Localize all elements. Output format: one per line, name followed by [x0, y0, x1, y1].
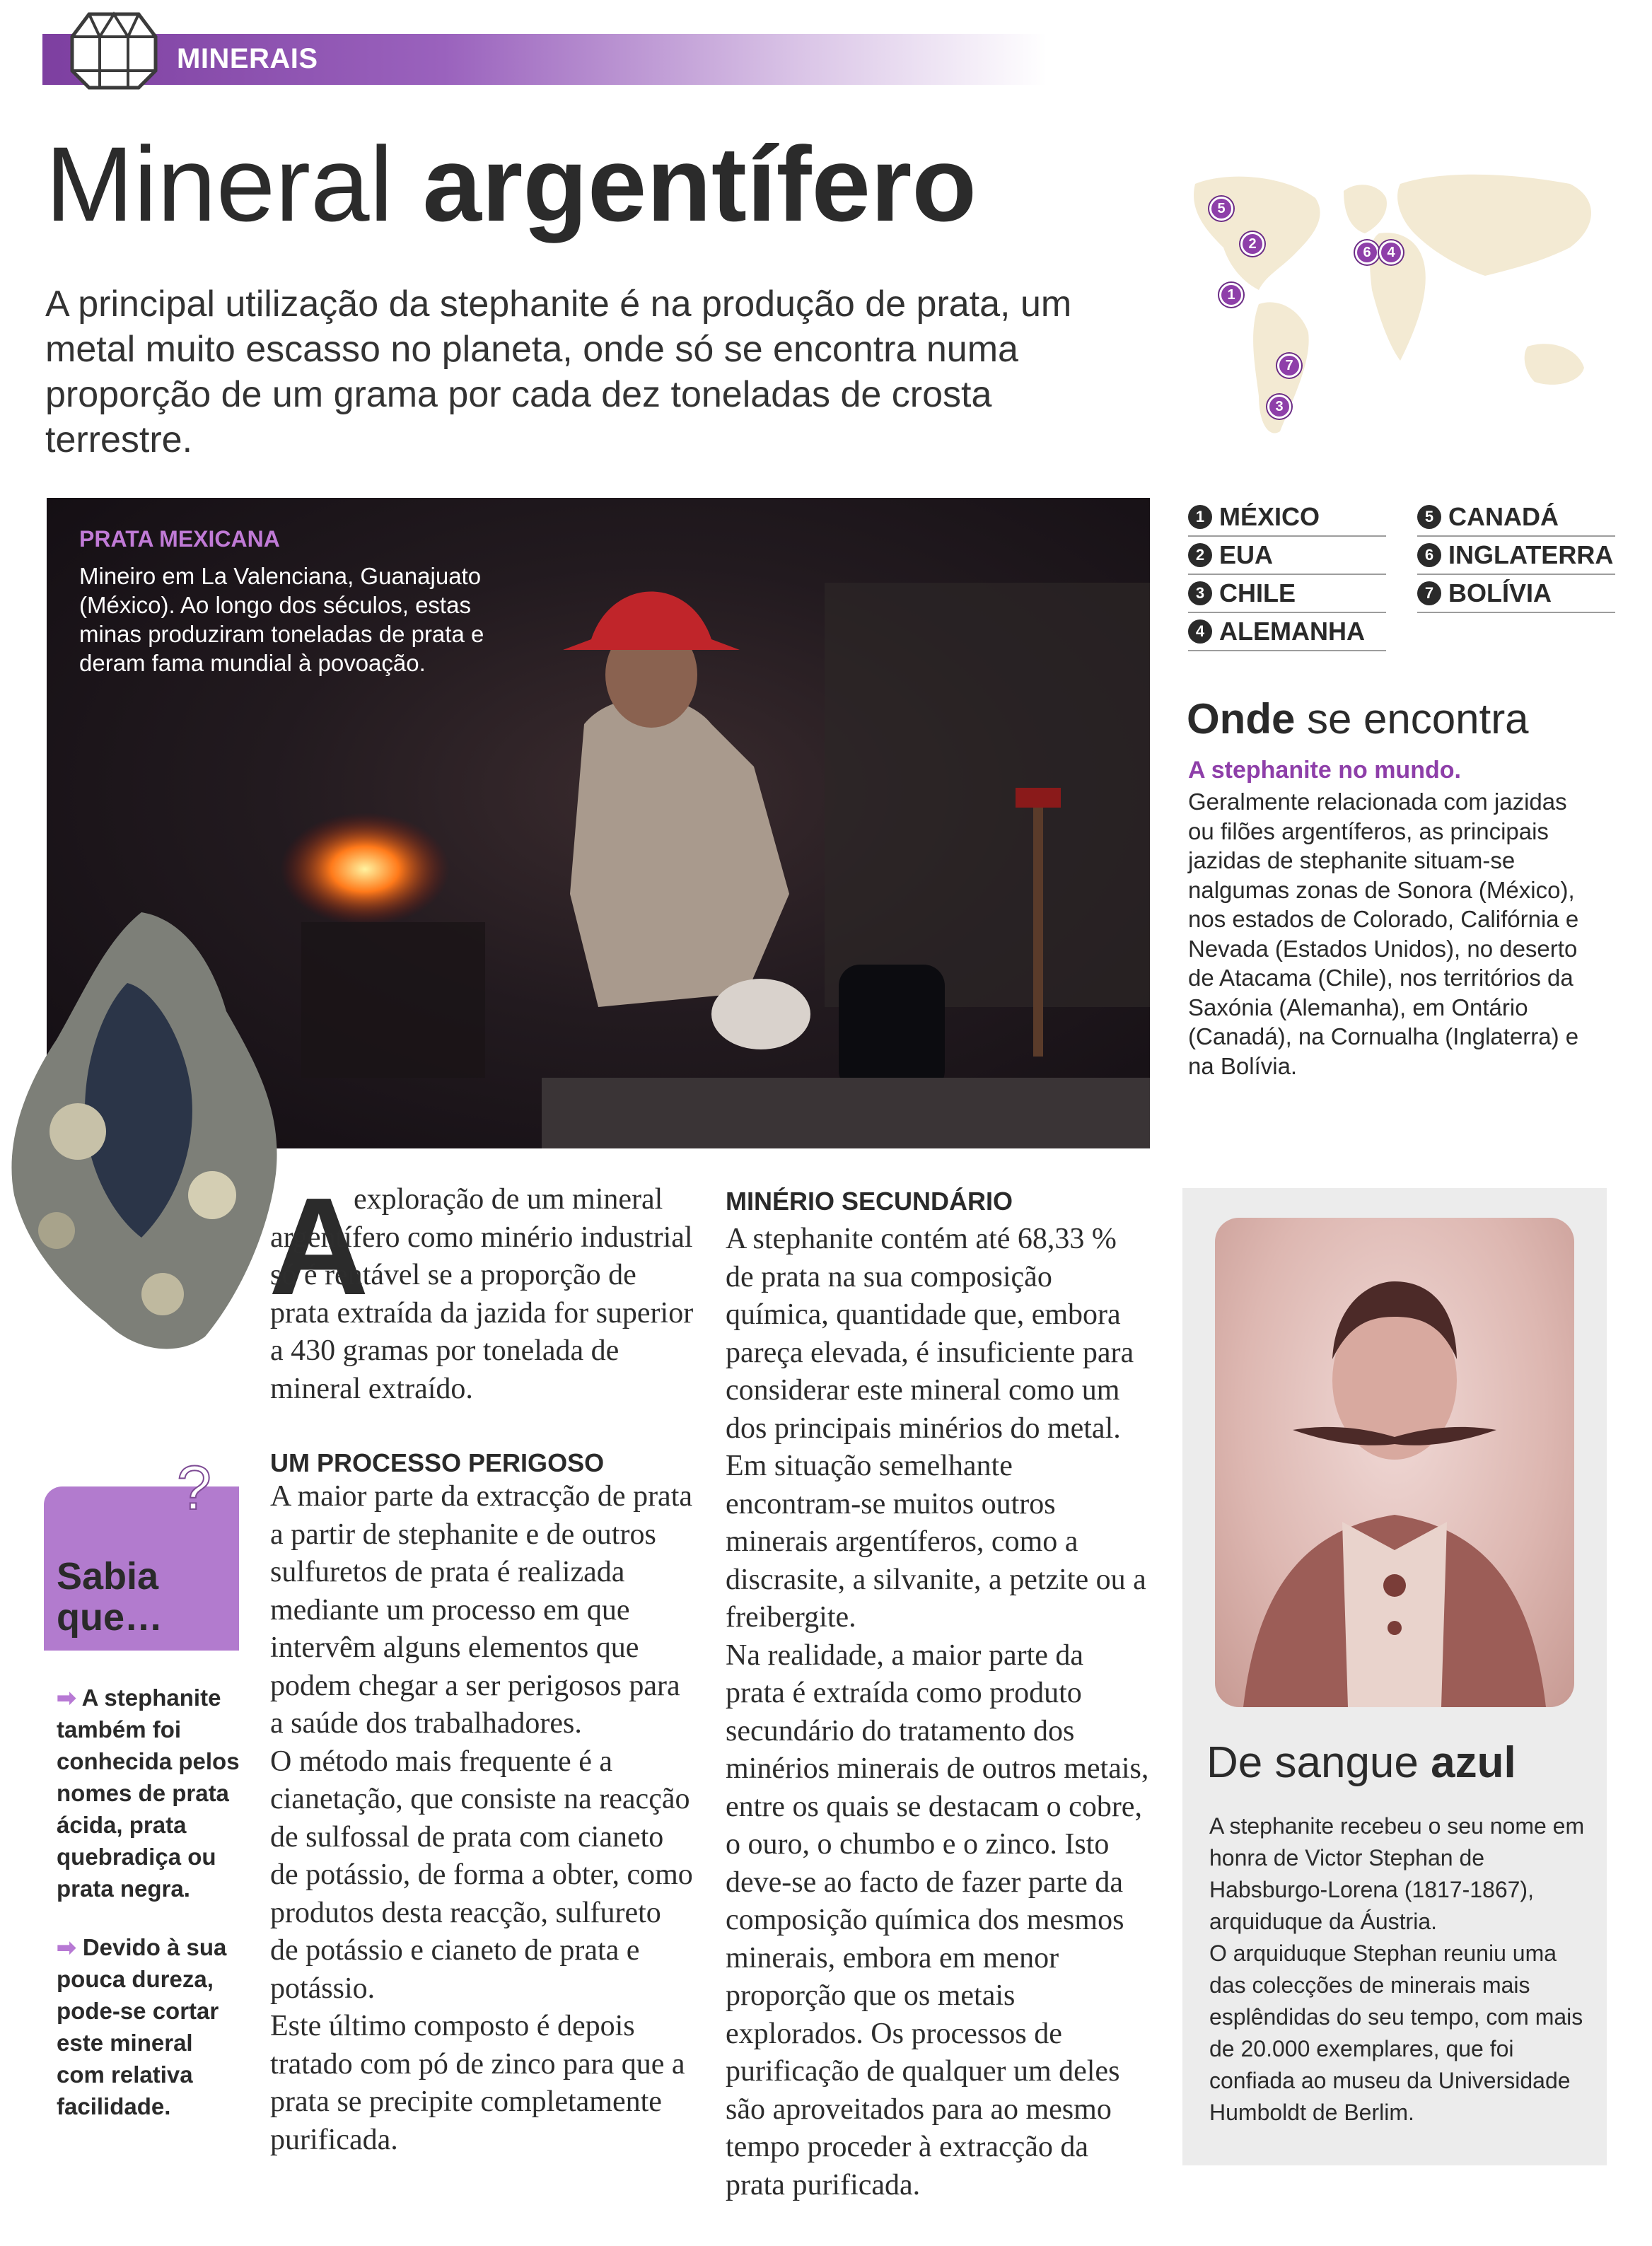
legend-country: MÉXICO [1219, 502, 1320, 531]
map-legend-left [1188, 499, 1386, 651]
legend-country: INGLATERRA [1448, 540, 1614, 569]
legend-item [1417, 537, 1615, 575]
arrow-right-icon: ➡ [57, 1684, 82, 1711]
article-paragraph: A stephanite contém até 68,33 % de prata na sua composição química, quantidade que, embora pareça elevada, é insuficiente para considerar este mineral como um dos principais minérios do metal. [726, 1223, 1134, 1445]
archduke-portrait-illustration [1215, 1218, 1574, 1707]
legend-item [1188, 537, 1386, 575]
legend-number: 2 [1188, 543, 1212, 567]
stephanite-specimen-image [0, 898, 297, 1365]
drop-cap: A [269, 1169, 369, 1324]
legend-number: 5 [1417, 505, 1441, 529]
article-paragraph: Na realidade, a maior parte da prata é extraída como produto secundário do tratamento dos minérios minerais de outros metais, entre os quais se destacam o cobre, o ouro, o chumbo e o zinco. Isto deve-se ao facto de fazer parte da composição química dos mesmos minerais, embora em menor proporção que os metais explorados. Os processos de purificação de qualquer um deles são aproveitados para ao mesmo tempo proceder à extracção da prata purificada. [726, 1639, 1149, 2201]
sabia-que-title: Sabia que… [57, 1555, 163, 1639]
photo-caption-body: Mineiro em La Valenciana, Guanajuato (México). Ao longo dos séculos, estas minas produziram toneladas de prata e deram fama mundial à povoação. [79, 563, 484, 676]
onde-subtitle: A stephanite no mundo. [1188, 757, 1461, 784]
section-header-band [42, 34, 1047, 85]
article-paragraph: Em situação semelhante encontram-se muitos outros minerais argentíferos, como a discrasite, a silvanite, a petzite ou a freibergite. [726, 1450, 1146, 1634]
sabia-que-list [57, 1682, 242, 2149]
legend-country: ALEMANHA [1219, 617, 1365, 646]
card-body [1209, 1810, 1591, 2129]
legend-number: 6 [1417, 543, 1441, 567]
sabia-que-item: ➡ Devido à sua pouca dureza, pode-se cortar este mineral com relativa facilidade. [57, 1934, 227, 2119]
card-paragraph: O arquiduque Stephan reuniu uma das colecções de minerais mais esplêndidas do seu tempo, com mais de 20.000 exemplares, que foi confiada ao museu da Universidade Humboldt de Berlim. [1209, 1940, 1583, 2125]
map-marker: 1 [1219, 283, 1243, 307]
archduke-portrait [1215, 1218, 1574, 1707]
legend-item [1188, 499, 1386, 537]
card-paragraph: A stephanite recebeu o seu nome em honra de Victor Stephan de Habsburgo-Lorena (1817-1867), arquiduque da Áustria. [1209, 1813, 1585, 1934]
arrow-right-icon: ➡ [57, 1934, 83, 1960]
map-marker: 6 [1355, 240, 1379, 264]
legend-country: CANADÁ [1448, 502, 1559, 531]
legend-item [1417, 499, 1615, 537]
gem-outline-icon [68, 8, 160, 92]
article-column-2 [726, 1221, 1150, 2204]
card-title: De sangue azul [1206, 1738, 1516, 1787]
map-marker: 2 [1240, 232, 1264, 256]
legend-item [1188, 575, 1386, 613]
article-paragraph: Este último composto é depois tratado com pó de zinco para que a prata se precipite completamente purificada. [270, 2010, 685, 2156]
legend-number: 3 [1188, 581, 1212, 605]
section-heading-processo: UM PROCESSO PERIGOSO [270, 1448, 605, 1477]
section-heading-minerio: MINÉRIO SECUNDÁRIO [726, 1187, 1013, 1216]
legend-country: EUA [1219, 540, 1274, 569]
legend-number: 1 [1188, 505, 1212, 529]
legend-item [1188, 613, 1386, 651]
world-map-shapes [1188, 170, 1612, 453]
world-map [1188, 170, 1612, 453]
legend-number: 7 [1417, 581, 1441, 605]
lead-paragraph: A principal utilização da stephanite é na produção de prata, um metal muito escasso no planeta, onde só se encontra numa proporção de um grama por cada dez toneladas de crosta terrestre. [45, 284, 1072, 460]
legend-item [1417, 575, 1615, 613]
legend-number: 4 [1188, 619, 1212, 644]
photo-caption-title: PRATA MEXICANA [79, 526, 280, 552]
page-title: Mineral argentífero [45, 124, 977, 243]
onde-heading: Onde se encontra [1187, 695, 1529, 743]
article-paragraph: O método mais frequente é a cianetação, que consiste na reacção de sulfossal de prata com cianeto de potássio, de forma a obter, como produtos desta reacção, sulfureto de potássio e cianeto de prata e potássio. [270, 1745, 693, 2005]
map-marker: 4 [1379, 240, 1403, 264]
legend-country: BOLÍVIA [1448, 578, 1552, 607]
section-label: MINERAIS [177, 43, 318, 74]
map-marker: 5 [1209, 197, 1233, 221]
map-marker: 7 [1277, 354, 1301, 378]
map-legend-right [1417, 499, 1615, 613]
article-paragraph: A maior parte da extracção de prata a partir de stephanite e de outros sulfuretos de prata é realizada mediante um processo em que intervêm alguns elementos que podem chegar a ser perigosos para a saúde dos trabalhadores. [270, 1480, 693, 1740]
article-intro: exploração de um mineral argentífero como minério industrial só é rentável se a proporção de prata extraída da jazida for superior a 430 gramas por tonelada de mineral extraído. [270, 1183, 694, 1405]
onde-body: Geralmente relacionada com jazidas ou filões argentíferos, as principais jazidas de stephanite situam-se nalgumas zonas de Sonora (México), nos estados de Colorado, Califórnia e Nevada (Estados Unidos), no deserto de Atacama (Chile), nos territórios da Saxónia (Alemanha), em Ontário (Canadá), na Cornualha (Inglaterra) e na Bolívia. [1188, 789, 1579, 1079]
sabia-que-item: ➡ A stephanite também foi conhecida pelos nomes de prata ácida, prata quebradiça ou prata negra. [57, 1684, 240, 1902]
map-marker: 3 [1267, 395, 1291, 419]
article-column-1 [270, 1478, 694, 2159]
question-mark-icon: ? [177, 1453, 211, 1523]
legend-country: CHILE [1219, 578, 1296, 607]
